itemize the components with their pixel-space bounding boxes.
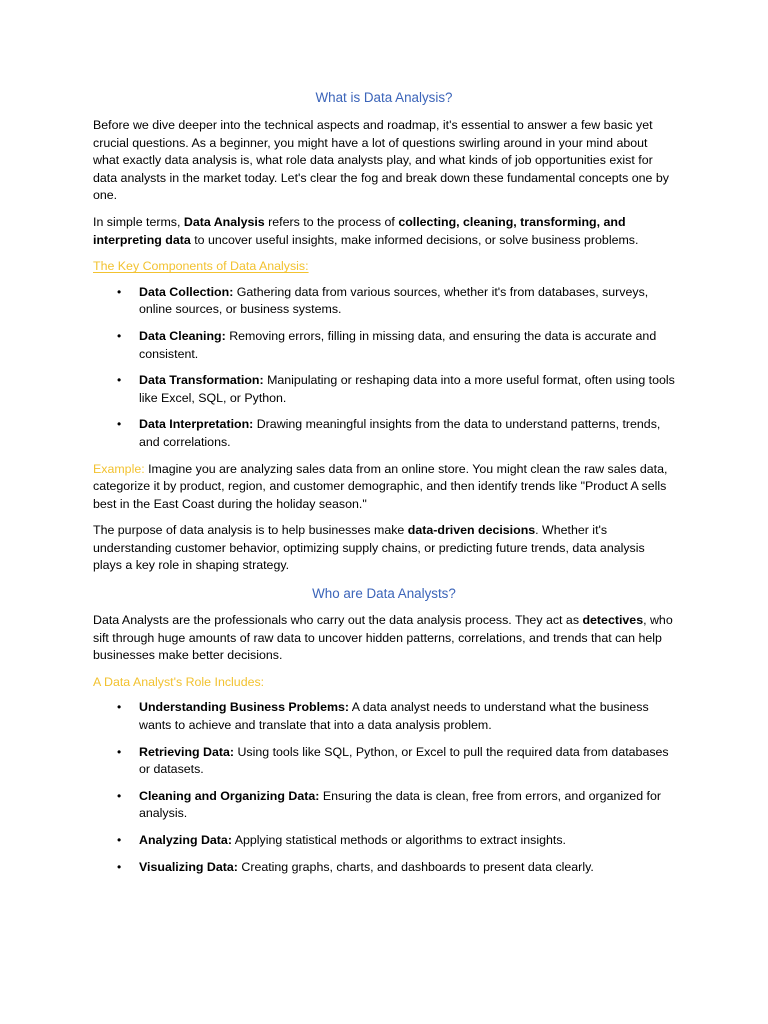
section-title-who-are-data-analysts: Who are Data Analysts? <box>312 586 456 602</box>
purpose-pre: The purpose of data analysis is to help businesses make <box>93 523 408 538</box>
list-item-term: Analyzing Data: <box>139 833 232 847</box>
bullet-icon: • <box>117 744 122 759</box>
bullet-icon: • <box>117 788 122 803</box>
components-list <box>93 284 675 452</box>
purpose-paragraph <box>93 522 675 575</box>
bullet-icon: • <box>117 417 122 432</box>
section-title-what-is-data-analysis: What is Data Analysis? <box>315 90 453 105</box>
bullet-icon: • <box>117 328 122 343</box>
bullet-icon: • <box>117 284 122 299</box>
list-item-term: Visualizing Data: <box>139 859 238 874</box>
list-item <box>93 284 675 319</box>
purpose-strong: data-driven decisions <box>407 523 536 538</box>
list-item-text: Creating graphs, charts, and dashboards to present data clearly. <box>237 859 594 874</box>
bullet-icon: • <box>117 373 122 388</box>
list-item-term: Data Transformation: <box>139 373 264 388</box>
list-item-term: Understanding Business Problems: <box>139 700 349 715</box>
list-item <box>93 328 675 363</box>
example-label: Example: <box>93 461 145 476</box>
definition-paragraph <box>93 214 675 249</box>
analysts-intro-post: , who sift through huge amounts of raw data to uncover hidden patterns, correlations, and trends that can help businesses make better decisions. <box>93 613 673 663</box>
list-item-term: Data Collection: <box>139 284 234 299</box>
definition-post: to uncover useful insights, make informed decisions, or solve business problems. <box>190 232 639 247</box>
list-item-text: A data analyst needs to understand what the business wants to achieve and translate that into a data analysis problem. <box>139 700 649 733</box>
definition-strong: collecting, cleaning, transforming, and interpreting data <box>93 214 626 247</box>
list-item <box>93 788 675 823</box>
list-item-term: Data Interpretation: <box>139 417 254 432</box>
definition-mid: refers to the process of <box>264 214 399 229</box>
components-heading: The Key Components of Data Analysis: <box>93 259 309 274</box>
intro-paragraph: Before we dive deeper into the technical aspects and roadmap, it's essential to answer a few basic yet crucial questions. As a beginner, you might have a lot of questions swirling around in your mind about what exactly data analysis is, what role data analysts play, and what kinds of job opportunities exist for data analysts in the market today. Let's clear the fog and break down these fundamental concepts one by one. <box>93 118 669 203</box>
list-item-text: Applying statistical methods or algorithms to extract insights. <box>231 833 566 847</box>
list-item <box>93 699 675 734</box>
list-item-text: Gathering data from various sources, whether it's from databases, surveys, online sources, or business systems. <box>139 284 649 317</box>
list-item-text: Ensuring the data is clean, free from errors, and organized for analysis. <box>139 788 661 821</box>
list-item-text: Using tools like SQL, Python, or Excel to pull the required data from databases or datasets. <box>139 744 669 777</box>
list-item-text: Removing errors, filling in missing data, and ensuring the data is accurate and consistent. <box>139 328 657 361</box>
list-item <box>93 859 675 877</box>
list-item-term: Retrieving Data: <box>139 744 235 759</box>
list-item-text: Manipulating or reshaping data into a more useful format, often using tools like Excel, SQL, or Python. <box>139 373 675 405</box>
example-paragraph <box>93 461 675 514</box>
bullet-icon: • <box>117 700 122 715</box>
role-heading: A Data Analyst's Role Includes: <box>93 674 265 689</box>
bullet-icon: • <box>117 859 122 874</box>
example-text: Imagine you are analyzing sales data from an online store. You might clean the raw sales data, categorize it by product, region, and customer demographic, and then identify trends like "Product A sells best in the East Coast during the holiday season." <box>93 461 668 511</box>
list-item <box>93 832 675 850</box>
purpose-post: . Whether it's understanding customer behavior, optimizing supply chains, or predicting future trends, data analysis plays a key role in shaping strategy. <box>93 523 645 573</box>
list-item <box>93 744 675 779</box>
analysts-intro-strong: detectives <box>582 613 644 628</box>
list-item-term: Cleaning and Organizing Data: <box>139 788 320 803</box>
list-item <box>93 416 675 451</box>
analysts-intro-pre: Data Analysts are the professionals who carry out the data analysis process. They act as <box>93 613 583 628</box>
definition-term: Data Analysis <box>183 214 265 229</box>
definition-pre: In simple terms, <box>93 214 184 229</box>
list-item <box>93 372 675 407</box>
list-item-text: Drawing meaningful insights from the data to understand patterns, trends, and correlations. <box>139 417 661 449</box>
list-item-term: Data Cleaning: <box>139 328 226 343</box>
analysts-intro-paragraph <box>93 612 675 665</box>
roles-list <box>93 699 675 876</box>
bullet-icon: • <box>117 833 122 847</box>
